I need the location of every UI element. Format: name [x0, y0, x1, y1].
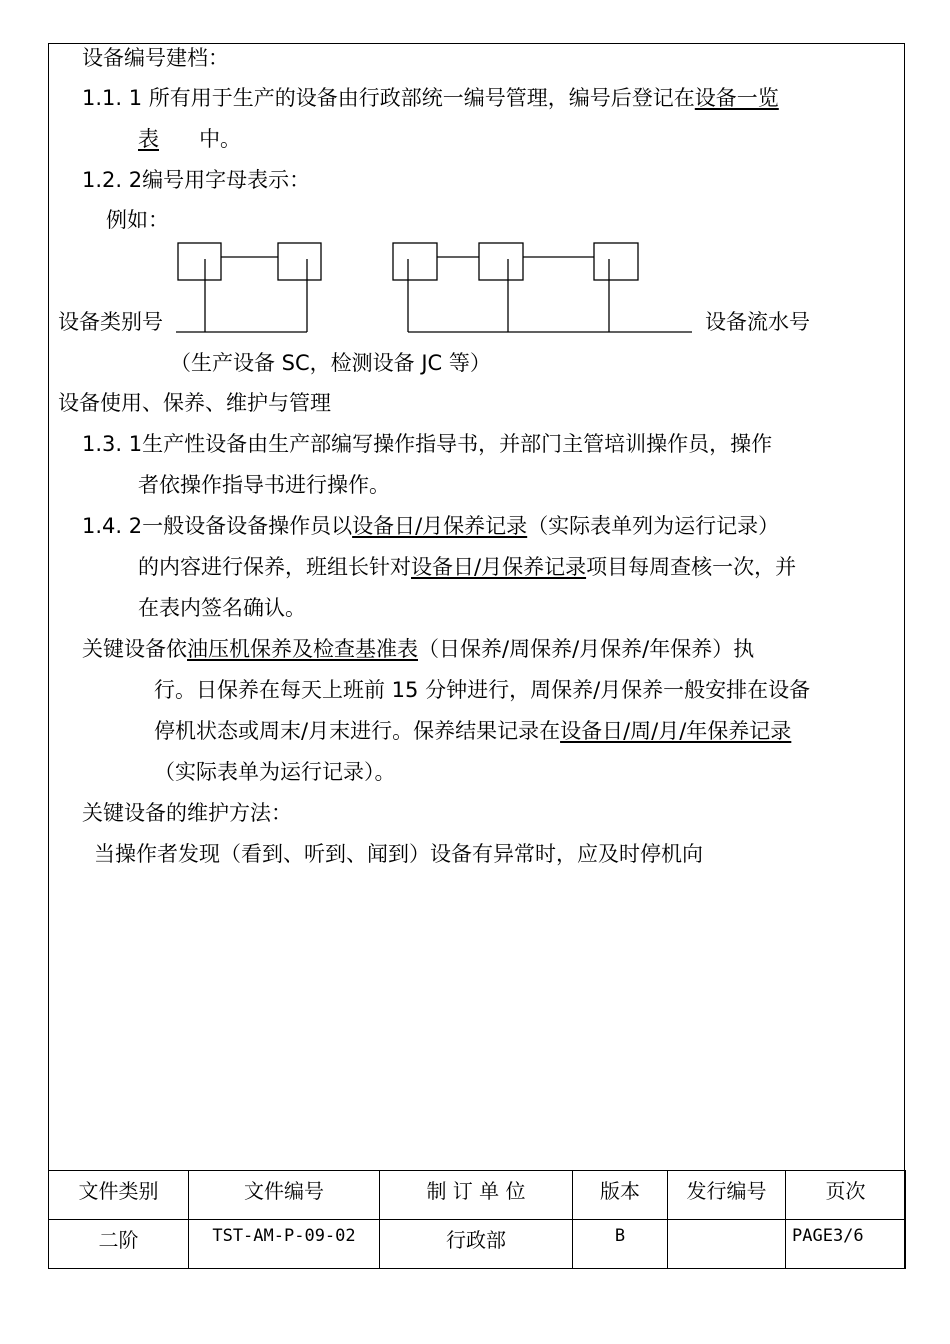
key-equipment-para-line4: （实际表单为运行记录）。 [154, 760, 396, 784]
item-1-3 [82, 430, 772, 458]
item-text: 编号用字母表示： [142, 168, 311, 192]
para-text: （日保养/周保养/月保养/年保养）执 [418, 637, 755, 661]
header-page: 页次 [786, 1171, 906, 1220]
header-version: 版本 [573, 1171, 668, 1220]
item-text: 所有用于生产的设备由行政部统一编号管理，编号后登记在 [148, 86, 695, 110]
item-number: 1.1. 1 [82, 86, 143, 110]
item-text: 生产性设备由生产部编写操作指导书，并部门主管培训操作员，操作 [142, 432, 773, 456]
serial-box-1 [393, 243, 437, 280]
item-text-end: 中。 [199, 127, 242, 151]
item-number: 1.3. 1 [82, 432, 143, 456]
serial-box-3 [594, 243, 638, 280]
category-box-2 [278, 243, 321, 280]
value-version: B [573, 1220, 668, 1269]
item-number: 1.4. 2 [82, 514, 143, 538]
equipment-list-link-cont: 表 [138, 127, 159, 151]
maintenance-text: 当操作者发现（看到、听到、闻到）设备有异常时，应及时停机向 [94, 842, 703, 866]
maintenance-record-link: 设备日/周/月/年保养记录 [560, 719, 792, 743]
header-issue-number: 发行编号 [668, 1171, 786, 1220]
numbering-diagram [0, 0, 950, 400]
key-equipment-para [82, 635, 754, 663]
key-equipment-para-line3 [154, 717, 791, 745]
daily-monthly-record-link: 设备日/月保养记录 [411, 555, 587, 579]
value-page: PAGE3/6 [786, 1220, 906, 1269]
category-number-label: 设备类别号 [58, 310, 163, 334]
example-label: 例如： [106, 208, 169, 232]
header-doc-number: 文件编号 [189, 1171, 380, 1220]
section-heading-numbering: 设备编号建档： [82, 46, 229, 70]
para-text: 关键设备依 [82, 637, 187, 661]
item-text: 项目每周查核一次，并 [586, 555, 797, 579]
maintenance-heading: 关键设备的维护方法： [82, 801, 292, 825]
hydraulic-press-standard-link: 油压机保养及检查基准表 [187, 637, 418, 661]
item-1-4-line2 [138, 553, 796, 581]
table-header-row [49, 1171, 906, 1220]
category-box-1 [178, 243, 221, 280]
value-doc-category: 二阶 [49, 1220, 189, 1269]
table-row [49, 1220, 906, 1269]
header-doc-category: 文件类别 [49, 1171, 189, 1220]
serial-number-label: 设备流水号 [705, 310, 810, 334]
item-1-4-line3: 在表内签名确认。 [138, 596, 306, 620]
item-text: 的内容进行保养，班组长针对 [138, 555, 411, 579]
value-doc-number: TST-AM-P-09-02 [189, 1220, 380, 1269]
item-1-4 [82, 512, 779, 540]
item-number: 1.2. 2 [82, 168, 143, 192]
category-code-note: （生产设备 SC，检测设备 JC 等） [170, 351, 491, 375]
key-equipment-para-line2: 行。日保养在每天上班前 15 分钟进行，周保养/月保养一般安排在设备 [154, 678, 811, 702]
document-control-table [48, 1170, 906, 1269]
item-text: 一般设备设备操作员以 [142, 514, 353, 538]
para-text: 停机状态或周末/月末进行。保养结果记录在 [154, 719, 561, 743]
value-issue-number [668, 1220, 786, 1269]
item-1-3-continued: 者依操作指导书进行操作。 [138, 473, 390, 497]
section-heading-usage: 设备使用、保养、维护与管理 [58, 391, 331, 415]
value-issuing-unit: 行政部 [380, 1220, 573, 1269]
serial-box-2 [479, 243, 523, 280]
daily-monthly-record-link: 设备日/月保养记录 [352, 514, 528, 538]
equipment-list-link: 设备一览 [694, 86, 779, 110]
item-text: （实际表单列为运行记录） [527, 514, 780, 538]
header-issuing-unit: 制 订 单 位 [380, 1171, 573, 1220]
